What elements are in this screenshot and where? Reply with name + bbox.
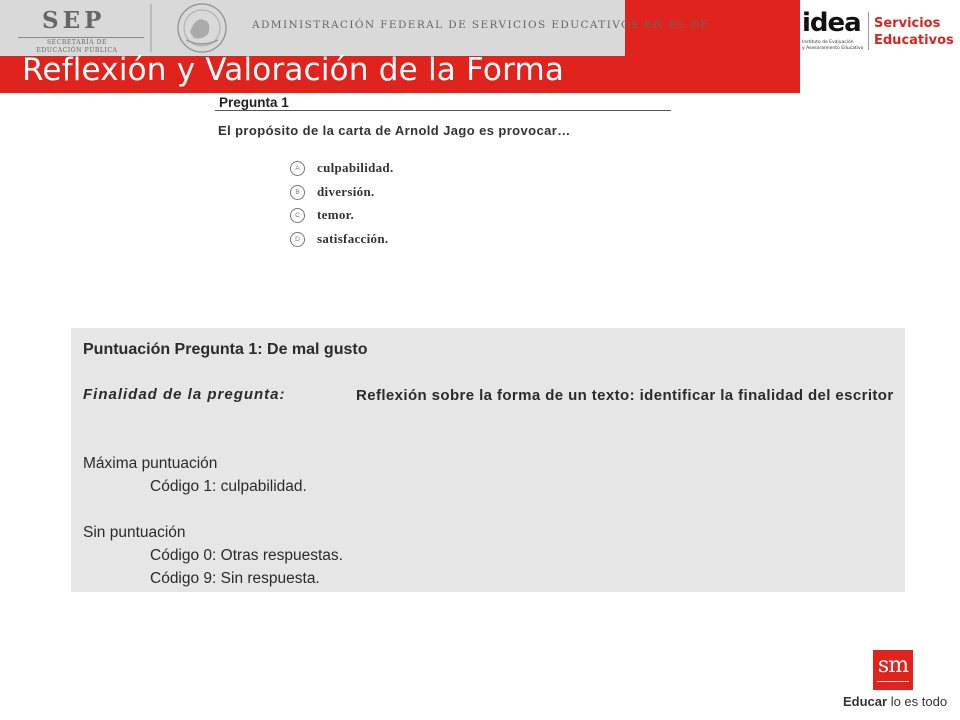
max-score-section: [83, 452, 307, 498]
idea-logo-subtitle-2: y Asesoramiento Educativo: [802, 46, 864, 51]
option-d-letter: D: [290, 232, 305, 247]
sep-logo-subtitle-2: EDUCACIÓN PÚBLICA: [36, 47, 118, 54]
question-block: [215, 95, 675, 265]
no-score-code-9: Código 9: Sin respuesta.: [150, 570, 320, 587]
sm-logo: [873, 650, 913, 690]
question-text: El propósito de la carta de Arnold Jago es provocar…: [218, 123, 571, 138]
idea-divider: [868, 12, 869, 50]
scoring-box: [71, 328, 905, 592]
question-rule: [215, 110, 671, 111]
scoring-title: Puntuación Pregunta 1: De mal gusto: [83, 341, 368, 358]
option-b-label: diversión.: [317, 183, 375, 199]
tagline-rest: lo es todo: [887, 694, 948, 709]
servicios-line-2: Educativos: [874, 33, 954, 48]
max-score-code-1: Código 1: culpabilidad.: [150, 478, 307, 495]
option-c-label: temor.: [317, 207, 355, 223]
servicios-line-1: Servicios: [874, 16, 941, 31]
afse-title: ADMINISTRACIÓN FEDERAL DE SERVICIOS EDUCATIVOS EN EL DF: [252, 19, 710, 31]
sep-logo-rule: [18, 37, 144, 38]
sep-logo: [10, 6, 140, 52]
sm-logo-rule: [877, 681, 909, 682]
idea-logo-subtitle-1: Instituto de Evaluación: [802, 40, 854, 45]
tagline-bold: Educar: [843, 694, 888, 709]
servicios-educativos: [874, 15, 954, 49]
tagline: [843, 694, 947, 709]
option-d-label: satisfacción.: [317, 230, 389, 246]
slide-title: Reflexión y Valoración de la Forma: [22, 52, 565, 88]
sm-logo-text: sm: [877, 653, 909, 678]
idea-logo-word: idea: [802, 8, 861, 38]
finalidad-label: Finalidad de la pregunta:: [83, 386, 286, 403]
option-a-label: culpabilidad.: [317, 160, 394, 175]
question-heading: Pregunta 1: [219, 95, 289, 110]
sep-divider: [150, 4, 152, 52]
sep-banner: [0, 0, 710, 56]
no-score-heading: Sin puntuación: [83, 524, 186, 541]
mexico-seal-icon: [168, 2, 236, 54]
option-c-letter: C: [290, 208, 305, 223]
idea-logo: [802, 6, 956, 58]
finalidad-text: Reflexión sobre la forma de un texto: identificar la finalidad del escritor: [356, 387, 894, 404]
option-a-letter: A: [290, 161, 305, 176]
max-score-heading: Máxima puntuación: [83, 455, 218, 472]
no-score-section: [83, 521, 343, 590]
sep-logo-subtitle-1: SECRETARÍA DE: [46, 39, 108, 46]
no-score-code-0: Código 0: Otras respuestas.: [150, 547, 343, 564]
sep-logo-word: SEP: [42, 7, 106, 34]
option-b-letter: B: [290, 185, 305, 200]
